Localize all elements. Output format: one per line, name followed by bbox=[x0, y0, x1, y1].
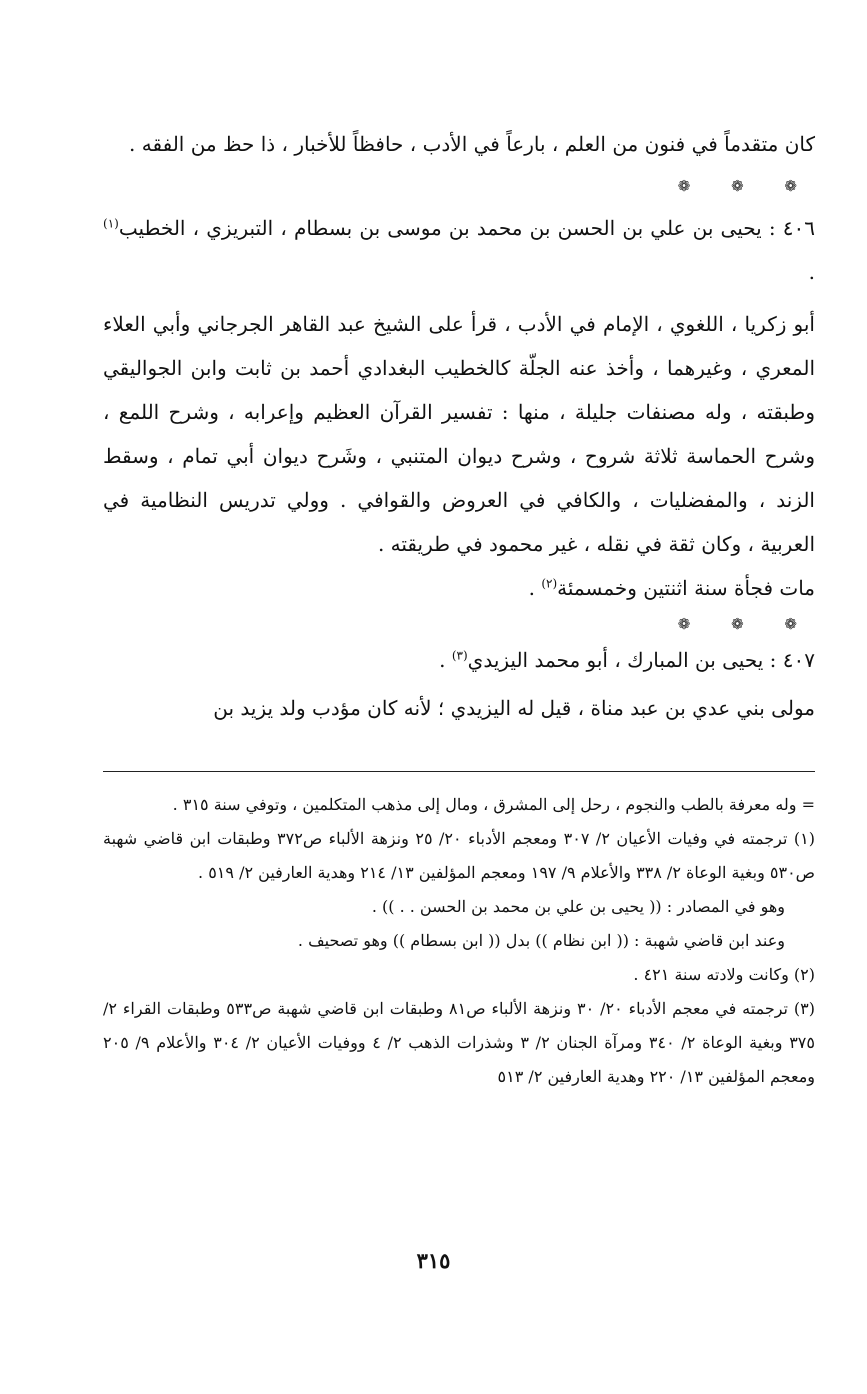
paragraph-continuation: كان متقدماً في فنون من العلم ، بارعاً في الأدب ، حافظاً للأخبار ، ذا حظ من الفقه . bbox=[129, 132, 815, 156]
page-number: ٣١٥ bbox=[416, 1248, 451, 1273]
entry-406-end: . bbox=[808, 260, 815, 284]
footnote-separator bbox=[103, 771, 815, 772]
section-ornament: ❁ ❁ ❁ bbox=[677, 615, 815, 633]
footnote-3: (٣) ترجمته في معجم الأدباء ٢٠/ ٣٠ ونزهة الألباء ص٨١ وطبقات ابن قاضي شهبة ص٥٣٣ وطبقات القراء ٢/ ٣٧٥ وبغية الوعاة ٢/ ٣٤٠ ومرآة الجنان ٢/ ٣ وشذرات الذهب ٢/ ٤ ووفيات الأعيان ٢/ ٣٠٤ والأعلام ٩/ ٢٠٥ ومعجم المؤلفين ١٣/ ٢٢٠ وهدية العارفين ٢/ ٥١٣ bbox=[103, 999, 816, 1086]
footnote-marker-1[interactable]: (١) bbox=[103, 216, 119, 231]
footnote-1-remark: وعند ابن قاضي شهبة : (( ابن نظام )) بدل (( ابن بسطام )) وهو تصحيف . bbox=[297, 931, 785, 950]
entry-406-death bbox=[103, 566, 815, 610]
entry-407-heading bbox=[103, 638, 815, 682]
footnote-1-remark: وهو في المصادر : (( يحيى بن علي بن محمد بن الحسن . . )) . bbox=[371, 897, 785, 916]
entry-406-heading bbox=[103, 206, 815, 294]
footnotes bbox=[103, 788, 815, 1094]
section-ornament: ❁ ❁ ❁ bbox=[677, 177, 815, 195]
footnote-continuation: = وله معرفة بالطب والنجوم ، رحل إلى المشرق ، ومال إلى مذهب المتكلمين ، وتوفي سنة ٣١٥ . bbox=[172, 795, 815, 814]
entry-407-title: ٤٠٧ : يحيى بن المبارك ، أبو محمد اليزيدي bbox=[467, 648, 815, 672]
entry-406-title: ٤٠٦ : يحيى بن علي بن الحسن بن محمد بن موسى بن بسطام ، التبريزي ، الخطيب bbox=[118, 216, 815, 240]
footnote-1: (١) ترجمته في وفيات الأعيان ٢/ ٣٠٧ ومعجم الأدباء ٢٠/ ٢٥ ونزهة الألباء ص٣٧٢ وطبقات ابن قاضي شهبة ص٥٣٠ وبغية الوعاة ٢/ ٣٣٨ والأعلام ٩/ ١٩٧ ومعجم المؤلفين ١٣/ ٢١٤ وهدية العارفين ٢/ ٥١٩ . bbox=[103, 829, 815, 882]
death-note-end: . bbox=[528, 576, 542, 600]
footnote-marker-3[interactable]: (٣) bbox=[451, 648, 468, 663]
entry-407-biography: مولى بني عدي بن عبد مناة ، قيل له اليزيدي ؛ لأنه كان مؤدب ولد يزيد بن bbox=[213, 696, 815, 720]
entry-406-biography: أبو زكريا ، اللغوي ، الإمام في الأدب ، قرأ على الشيخ عبد القاهر الجرجاني وأبي العلاء المعري ، وغيرهما ، وأخذ عنه الجلّة كالخطيب البغدادي أحمد بن ثابت وابن الجواليقي وطبقته ، وله مصنفات جليلة ، منها : تفسير القرآن العظيم وإعرابه ، وشرح اللمع ، وشرح الحماسة ثلاثة شروح ، وشرح ديوان المتنبي ، وشَرح ديوان أبي تمام ، وسقط الزند ، والمفضليات ، والكافي في العروض والقوافي . وولي تدريس النظامية في العربية ، وكان ثقة في نقله ، غير محمود في طريقته . bbox=[103, 312, 815, 556]
footnote-marker-2[interactable]: (٢) bbox=[541, 576, 558, 591]
footnote-2: (٢) وكانت ولادته سنة ٤٢١ . bbox=[633, 965, 815, 984]
main-text bbox=[103, 122, 815, 730]
entry-407-end: . bbox=[439, 648, 452, 672]
death-note-text: مات فجأة سنة اثنتين وخمسمئة bbox=[557, 576, 815, 600]
